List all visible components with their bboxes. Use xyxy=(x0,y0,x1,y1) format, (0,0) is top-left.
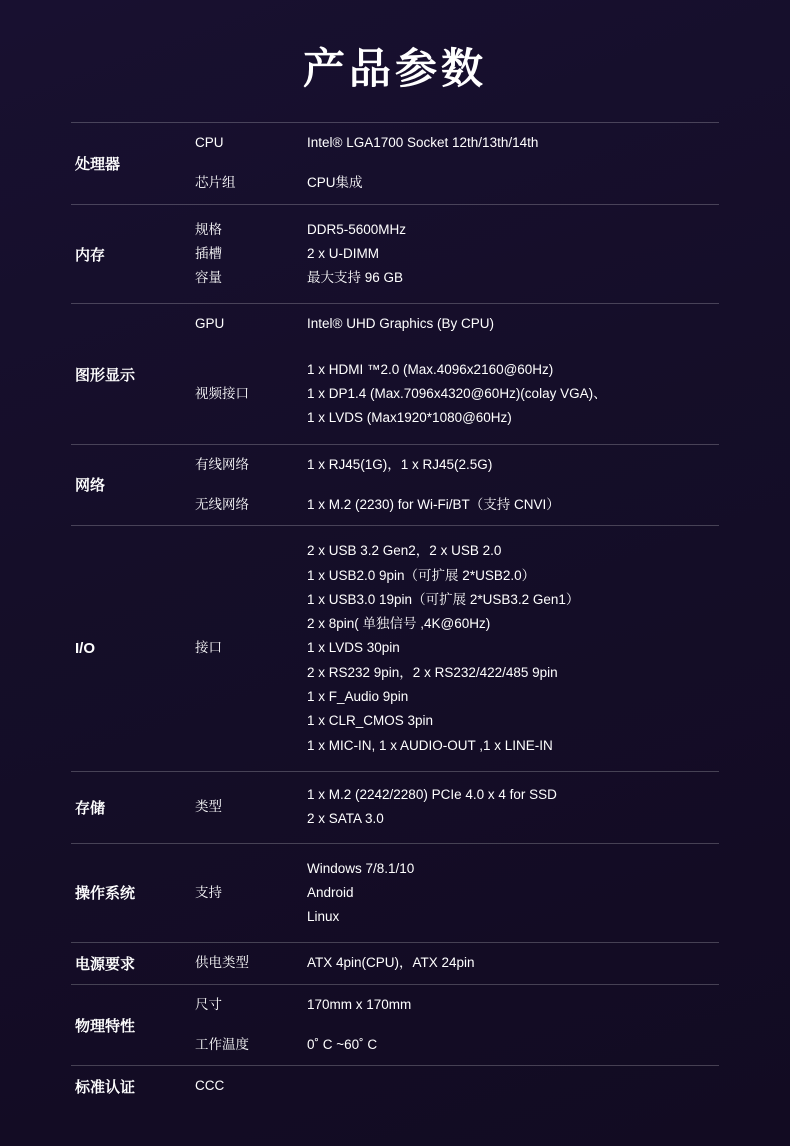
spec-value-line: 1 x DP1.4 (Max.7096x4320@60Hz)(colay VGA)、 xyxy=(307,386,607,402)
spec-category-7: 电源要求 xyxy=(75,956,136,974)
spec-value xyxy=(305,984,719,1025)
spec-subcategory xyxy=(195,984,305,1025)
spec-value-line: Intel® LGA1700 Socket 12th/13th/14th xyxy=(307,135,539,150)
spec-value-line: 1 x USB2.0 9pin（可扩展 2*USB2.0） xyxy=(307,567,536,583)
spec-value-line: 1 x LVDS (Max1920*1080@60Hz) xyxy=(307,410,512,426)
spec-subcategory-line: 尺寸 xyxy=(195,996,222,1012)
table-row xyxy=(71,943,719,984)
spec-value-line: 170mm x 170mm xyxy=(307,996,412,1012)
spec-value-line: Intel® UHD Graphics (By CPU) xyxy=(307,316,494,332)
spec-subcategory-line: 规格 xyxy=(195,221,222,237)
spec-value-line: 2 x U-DIMM xyxy=(307,245,379,261)
spec-category-5: 存储 xyxy=(75,799,106,817)
spec-value-line: Android xyxy=(307,884,354,900)
spec-subcategory-line: 容量 xyxy=(195,270,222,286)
spec-value xyxy=(305,345,719,444)
spec-value xyxy=(305,1066,719,1107)
spec-value xyxy=(305,304,719,345)
spec-subcategory-line: 支持 xyxy=(195,884,222,900)
spec-value xyxy=(305,526,719,772)
specification-table xyxy=(71,122,719,1107)
spec-subcategory xyxy=(195,345,305,444)
spec-value-line: 2 x RS232 9pin，2 x RS232/422/485 9pin xyxy=(307,664,558,680)
spec-subcategory xyxy=(195,444,305,485)
spec-value-line: 1 x MIC-IN, 1 x AUDIO-OUT ,1 x LINE-IN xyxy=(307,737,553,753)
spec-subcategory-line: 工作温度 xyxy=(195,1037,249,1053)
spec-category-9: 标准认证 xyxy=(75,1078,136,1096)
spec-value-line: 2 x 8pin( 单独信号 ,4K@60Hz) xyxy=(307,616,491,632)
spec-value-line: 1 x F_Audio 9pin xyxy=(307,689,409,705)
spec-value-line: DDR5-5600MHz xyxy=(307,221,407,237)
spec-subcategory xyxy=(195,771,305,843)
spec-subcategory-line: 供电类型 xyxy=(195,955,249,971)
spec-subcategory xyxy=(195,123,305,164)
spec-value-line: 1 x HDMI ™2.0 (Max.4096x2160@60Hz) xyxy=(307,361,554,377)
spec-category-1: 内存 xyxy=(75,246,106,264)
page-title: 产品参数 xyxy=(302,45,487,92)
spec-value xyxy=(305,771,719,843)
spec-value-line: 1 x USB3.0 19pin（可扩展 2*USB3.2 Gen1） xyxy=(307,591,580,607)
table-row xyxy=(71,304,719,345)
spec-value-line: 0˚ C ~60˚ C xyxy=(307,1037,378,1053)
spec-value-line: 1 x M.2 (2230) for Wi-Fi/BT（支持 CNVI） xyxy=(307,496,560,512)
spec-category-0: 处理器 xyxy=(75,155,121,173)
spec-subcategory xyxy=(195,526,305,772)
spec-subcategory-line: 芯片组 xyxy=(195,175,236,191)
spec-value-line: 1 x RJ45(1G)，1 x RJ45(2.5G) xyxy=(307,456,493,472)
spec-category-4: I/O xyxy=(75,640,96,658)
spec-value-line: 2 x SATA 3.0 xyxy=(307,811,384,827)
spec-subcategory xyxy=(195,485,305,526)
spec-value xyxy=(305,843,719,943)
table-row xyxy=(71,771,719,843)
spec-value-line: 2 x USB 3.2 Gen2，2 x USB 2.0 xyxy=(307,543,502,559)
spec-value-line: CPU集成 xyxy=(307,175,363,191)
spec-subcategory-line: 有线网络 xyxy=(195,456,249,472)
table-row xyxy=(71,1066,719,1107)
spec-subcategory xyxy=(195,1066,305,1107)
table-row xyxy=(71,843,719,943)
spec-value xyxy=(305,444,719,485)
spec-value xyxy=(305,204,719,304)
spec-subcategory xyxy=(195,1025,305,1066)
spec-value-line: 1 x M.2 (2242/2280) PCIe 4.0 x 4 for SSD xyxy=(307,786,557,802)
specification-table-body xyxy=(71,123,719,1107)
spec-subcategory-line: 接口 xyxy=(195,640,222,656)
spec-subcategory-line: CCC xyxy=(195,1078,225,1094)
table-row xyxy=(71,444,719,485)
table-row xyxy=(71,204,719,304)
spec-value-line: 最大支持 96 GB xyxy=(307,270,404,286)
spec-subcategory xyxy=(195,943,305,984)
spec-value xyxy=(305,485,719,526)
table-row xyxy=(71,984,719,1025)
spec-subcategory xyxy=(195,843,305,943)
spec-value-line: Linux xyxy=(307,909,340,925)
spec-value-line: 1 x LVDS 30pin xyxy=(307,640,400,656)
spec-subcategory-line: 无线网络 xyxy=(195,496,249,512)
spec-subcategory-line: 插槽 xyxy=(195,245,222,261)
spec-category-6: 操作系统 xyxy=(75,885,136,903)
table-row xyxy=(71,123,719,164)
spec-category-3: 网络 xyxy=(75,477,106,495)
spec-category-2: 图形显示 xyxy=(75,366,136,384)
spec-subcategory xyxy=(195,163,305,204)
spec-subcategory-line: 视频接口 xyxy=(195,386,249,402)
spec-value xyxy=(305,1025,719,1066)
spec-subcategory xyxy=(195,204,305,304)
spec-value xyxy=(305,123,719,164)
spec-category-8: 物理特性 xyxy=(75,1017,136,1035)
spec-value-line: 1 x CLR_CMOS 3pin xyxy=(307,713,434,729)
spec-subcategory xyxy=(195,304,305,345)
spec-value-line: Windows 7/8.1/10 xyxy=(307,860,415,876)
spec-subcategory-line: GPU xyxy=(195,316,225,332)
spec-value xyxy=(305,943,719,984)
table-row xyxy=(71,526,719,772)
spec-value-line: ATX 4pin(CPU)，ATX 24pin xyxy=(307,955,475,971)
spec-value xyxy=(305,163,719,204)
spec-subcategory-line: 类型 xyxy=(195,799,222,815)
spec-subcategory-line: CPU xyxy=(195,135,224,150)
